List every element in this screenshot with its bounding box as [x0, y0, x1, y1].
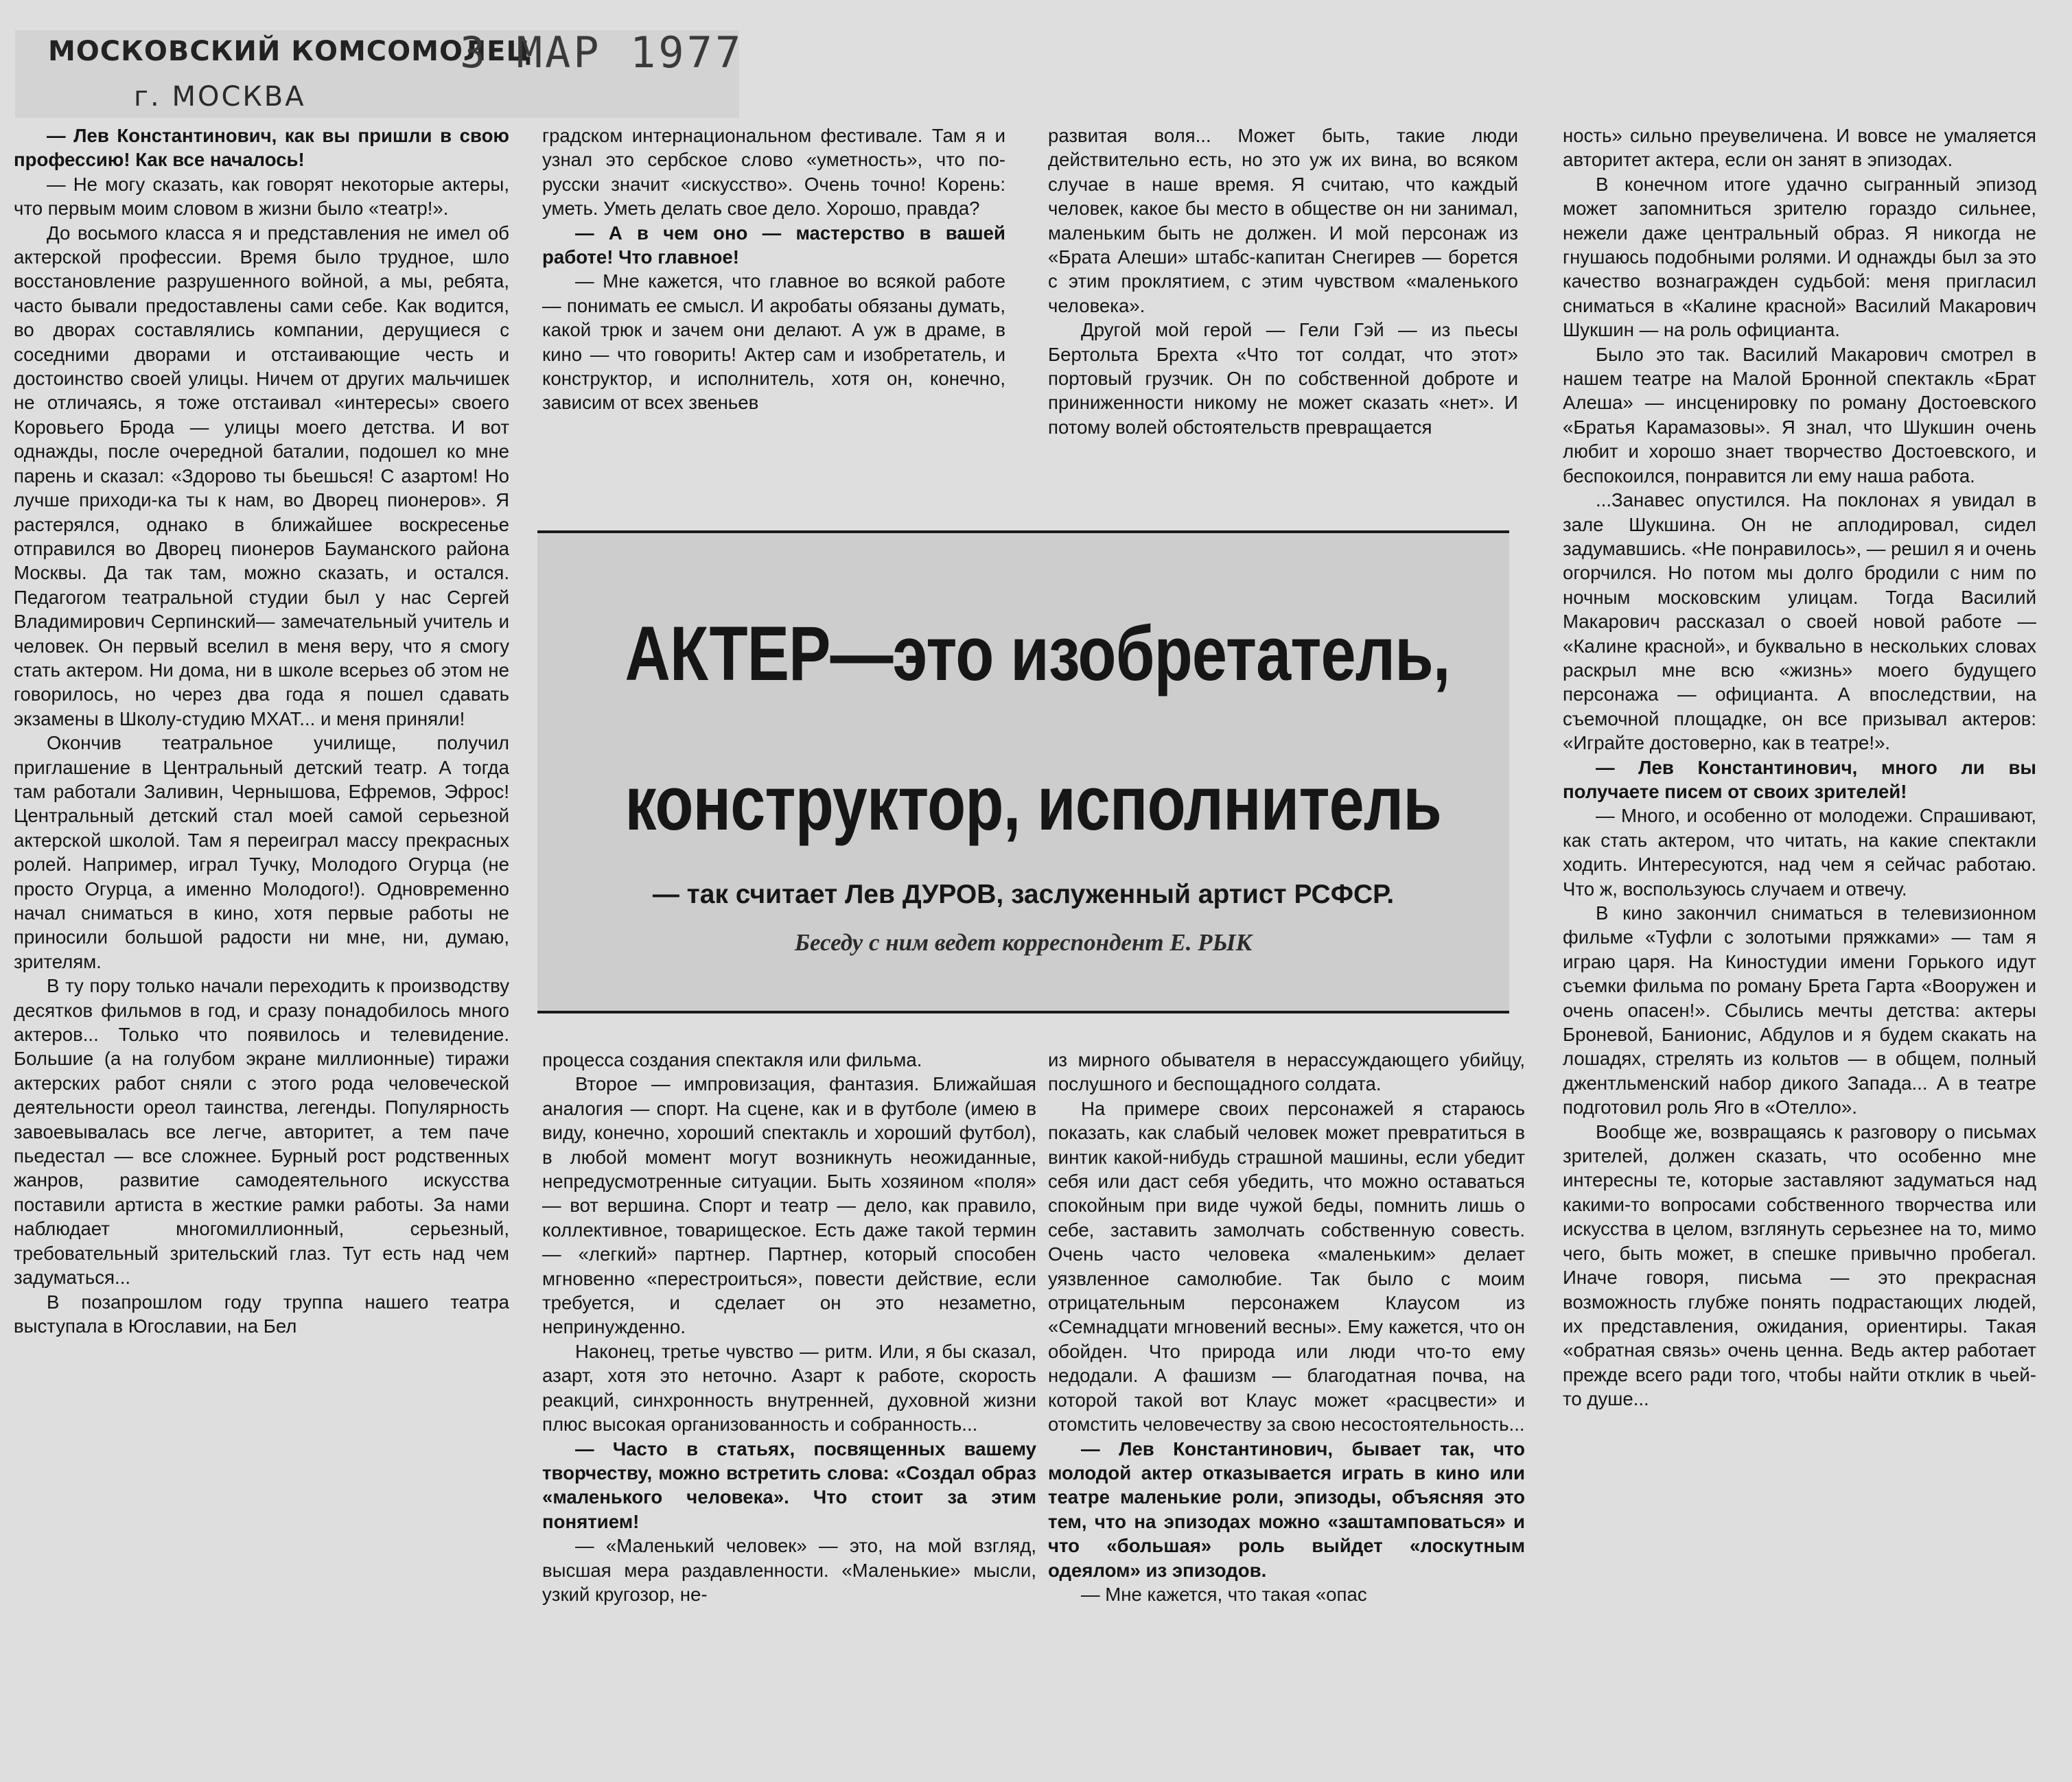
article-paragraph: Окончив театральное училище, получил приглашение в Центральный детский театр. А тогда там работали Заливин, Чернышова, Ефремов, Эфрос! Центральный детский стал моей самой серьезной актерской школой. Там я переиграл массу прекрасных ролей. Например, играл Тучку, Молодого Огурца (не просто Огурца, а именно Молодого!). Одновременно начал сниматься в кино, хотя первые работы не приносили большой радости ни мне, ни, думаю, зрителям. [14, 732, 509, 972]
article-paragraph: В кино закончил сниматься в телевизионном фильме «Туфли с золотыми пряжками» — там я играю царя. На Киностудии имени Горького идут съемки фильма по роману Брета Гарта «Вооружен и очень опасен!». Сбылись мечты детства: актеры Броневой, Банионис, Абдулов и я будем скакать на лошадях, стрелять из кольтов — в общем, полный джентльменский набор дикого Запада... А в театре подготовил роль Яго в «Отелло». [1563, 902, 2036, 1118]
article-column-3-bottom [1048, 1048, 1525, 1775]
article-paragraph: Другой мой герой — Гели Гэй — из пьесы Бертольта Брехта «Что тот солдат, что этот» портовый грузчик. Он по собственной доброте и приниженности никому не может сказать «нет». И потому волей обстоятельств превращается [1048, 319, 1518, 438]
article-paragraph: В позапрошлом году труппа нашего театра выступала в Югославии, на Бел [14, 1291, 509, 1337]
interview-question: — Часто в статьях, посвященных вашему творчеству, можно встретить слова: «Создал образ «маленького человека». Что стоит за этим понятием! [542, 1438, 1036, 1532]
headline-subhead: — так считает Лев ДУРОВ, заслуженный артист РСФСР. [652, 880, 1395, 909]
headline-line-1: АКТЕР—это изобретатель, [625, 611, 1450, 696]
article-paragraph: Второе — импровизация, фантазия. Ближайшая аналогия — спорт. На сцене, как и в футболе (имею в виду, конечно, хороший спектакль и хороший футбол), в любой момент могут возникнуть неожиданные, непредусмотренные ситуации. Быть хозяином «поля» — вот вершина. Спорт и театр — дело, как правило, коллективное, товарищеское. Есть даже такой термин — «легкий» партнер. Партнер, который способен мгновенно «перестроиться», повести действие, если требуется, и сделает он это незаметно, непринужденно. [542, 1073, 1036, 1338]
interview-question: — Лев Константинович, как вы пришли в свою профессию! Как все началось! [14, 125, 509, 171]
headline-line-2: конструктор, исполнитель [625, 760, 1442, 846]
article-paragraph: Было это так. Василий Макарович смотрел в нашем театре на Малой Бронной спектакль «Брат Алеша» — инсценировку по роману Достоевского «Братья Карамазовы». Я знал, что Шукшин очень любит и хорошо знает творчество Достоевского, и беспокоился, понравится ли ему наша работа. [1563, 343, 2036, 486]
article-paragraph: ность» сильно преувеличена. И вовсе не умаляется авторитет актера, если он занят в эпизодах. [1563, 125, 2036, 171]
article-paragraph: В ту пору только начали переходить к производству десятков фильмов в год, и сразу понадобилось много актеров... Только что появилось и телевидение. Большие (а на голубом экране миллионные) тиражи актерских работ сняли с этого рода человеческой деятельности ореол таинства, легенды. Популярность завоевывалась все легче, авторитет, а тем паче пьедестал — все сложнее. Бурный рост родственных жанров, развитие самодеятельного искусства поставили артиста в жесткие рамки работы. За нами наблюдает многомиллионный, серьезный, требовательный зрительский глаз. Тут есть над чем задуматься... [14, 975, 509, 1289]
clipping-date-stamp: 3 МАР 1977 [460, 27, 744, 78]
article-paragraph: В конечном итоге удачно сыгранный эпизод может запомниться зрителю гораздо сильнее, нежели даже центральный образ. Я никогда не гнушаюсь подобными ролями. И однажды был за это качество вознагражден судьбой: меня пригласил сниматься в «Калине красной» Василий Макарович Шукшин — на роль официанта. [1563, 173, 2036, 341]
article-paragraph: До восьмого класса я и представления не имел об актерской профессии. Время было трудное, шло восстановление разрушенного войной, а мы, ребята, часто бывали предоставлены сами себе. Как водится, во дворах составлялись компании, дерущиеся с соседними дворами и отстаивающие честь и достоинство своей улицы. Ничем от других мальчишек не отличаясь, я тоже отстаивал «интересы» своего Коровьего Брода — улицы моего детства. И вот однажды, после очередной баталии, подошел ко мне парень и сказал: «Здорово ты бьешься! С азартом! Но лучше приходи-ка ты к нам, во Дворец пионеров». Я растерялся, однако в ближайшее воскресенье отправился во Дворец пионеров Бауманского района Москвы. Да так там, можно сказать, и остался. Педагогом театральной студии был у нас Сергей Владимирович Серпинский— замечательный учитель и человек. Он первый вселил в меня веру, что я смогу стать актером. Ни дома, ни в школе всерьез об этом не говорилось, но через два года я пошел сдавать экзамены в Школу-студию МХАТ... и меня приняли! [14, 222, 509, 729]
article-column-4 [1563, 124, 2036, 1776]
article-paragraph: — Мне кажется, что такая «опас [1081, 1583, 1367, 1605]
article-paragraph: процесса создания спектакля или фильма. [542, 1049, 922, 1070]
article-paragraph: — «Маленький человек» — это, на мой взгляд, высшая мера раздавленности. «Маленькие» мысли, узкий кругозор, не- [542, 1535, 1036, 1605]
article-paragraph: — Много, и особенно от молодежи. Спрашивают, как стать актером, что читать, на какие спектакли ходить. Интересуются, над чем я сейчас работаю. Что ж, воспользуюсь случаем и отвечу. [1563, 805, 2036, 900]
article-column-2-bottom [542, 1048, 1036, 1775]
article-paragraph: ...Занавес опустился. На поклонах я увидал в зале Шукшина. Он не аплодировал, сидел задумавшись. «Не понравилось», — решил я и очень огорчился. Но потом мы долго бродили с ним по ночным московским улицам. Тогда Василий Макарович рассказал о своей новой работе — «Калине красной», и буквально в нескольких словах раскрыл мне всю «жизнь» моего будущего персонажа — официанта. А впоследствии, на съемочной площадке, он все призывал актеров: «Играйте достоверно, как в театре!». [1563, 489, 2036, 754]
article-paragraph: Вообще же, возвращаясь к разговору о письмах зрителей, должен сказать, что особенно мне интересны те, которые заставляют задуматься над какими-то вопросами собственного творчества или искусства в целом, взглянуть серьезнее на то, мимо чего, быть может, в спешке привычно пробегал. Иначе говоря, письма — это прекрасная возможность глубже понять подрастающих людей, их представления, ожидания, ориентиры. Такая «обратная связь» очень ценна. Ведь актер работает прежде всего ради того, чтобы найти отклик в чьей-то душе... [1563, 1121, 2036, 1410]
headline-box [537, 530, 1509, 1013]
article-paragraph: градском интернациональном фестивале. Там я и узнал это сербское слово «уметность», что по-русски значит «искусство». Очень точно! Корень: уметь. Уметь делать свое дело. Хорошо, правда? [542, 125, 1005, 220]
article-paragraph: — Не могу сказать, как говорят некоторые актеры, что первым моим словом в жизни было «театр!». [14, 173, 509, 220]
article-paragraph: из мирного обывателя в нерассуждающего убийцу, послушного и беспощадного солдата. [1048, 1049, 1525, 1095]
newspaper-name: МОСКОВСКИЙ КОМСОМОЛЕЦ [48, 36, 533, 67]
article-paragraph: — Мне кажется, что главное во всякой работе — понимать ее смысл. И акробаты обязаны думать, какой трюк и зачем они делают. А уж в драме, в кино — что говорить! Актер сам и изобретатель, и конструктор, и исполнитель, хотя он, конечно, зависим от всех звеньев [542, 270, 1005, 414]
article-column-3-top [1048, 124, 1518, 497]
article-column-2-top [542, 124, 1005, 497]
newspaper-city: г. МОСКВА [134, 81, 306, 113]
article-paragraph: Наконец, третье чувство — ритм. Или, я бы сказал, азарт, хотя это неточно. Азарт к работе, скорость реакций, синхронность внутренней, духовной жизни плюс высокая организованность и собранность... [542, 1340, 1036, 1435]
interview-question: — Лев Константинович, бывает так, что молодой актер отказывается играть в кино или театре маленькие роли, эпизоды, объясняя это тем, что на эпизодах можно «заштамповаться» и что «большая» роль выйдет «лоскутным одеялом» из эпизодов. [1048, 1438, 1525, 1581]
byline: Беседу с ним ведет корреспондент Е. РЫК [794, 929, 1253, 956]
interview-question: — Лев Константинович, много ли вы получаете писем от своих зрителей! [1563, 756, 2036, 802]
article-paragraph: развитая воля... Может быть, такие люди действительно есть, но это уж их вина, во всяком случае в наше время. Я считаю, что каждый человек, какое бы место в обществе он ни занимал, маленьким быть не должен. И мой персонаж из «Брата Алеши» штабс-капитан Снегирев — борется с этим проклятием, с этим чувством «маленького человека». [1048, 125, 1518, 316]
interview-question: — А в чем оно — мастерство в вашей работе! Что главное! [542, 222, 1005, 268]
article-column-1 [14, 124, 509, 1776]
article-paragraph: На примере своих персонажей я стараюсь показать, как слабый человек может превратиться в винтик какой-нибудь страшной машины, если убедит себя или даст себя убедить, что можно оставаться спокойным при виде чужой беды, помнить лишь о себе, заставить замолчать собственную совесть. Очень часто человека «маленьким» делает уязвленное самолюбие. Так было с моим отрицательным персонажем Клаусом из «Семнадцати мгновений весны». Ему кажется, что он обойден. Что природа или люди что-то ему недодали. А фашизм — благодатная почва, на которой такой вот Клаус может «расцвести» и отомстить человечеству за свою несостоятельность... [1048, 1097, 1525, 1435]
